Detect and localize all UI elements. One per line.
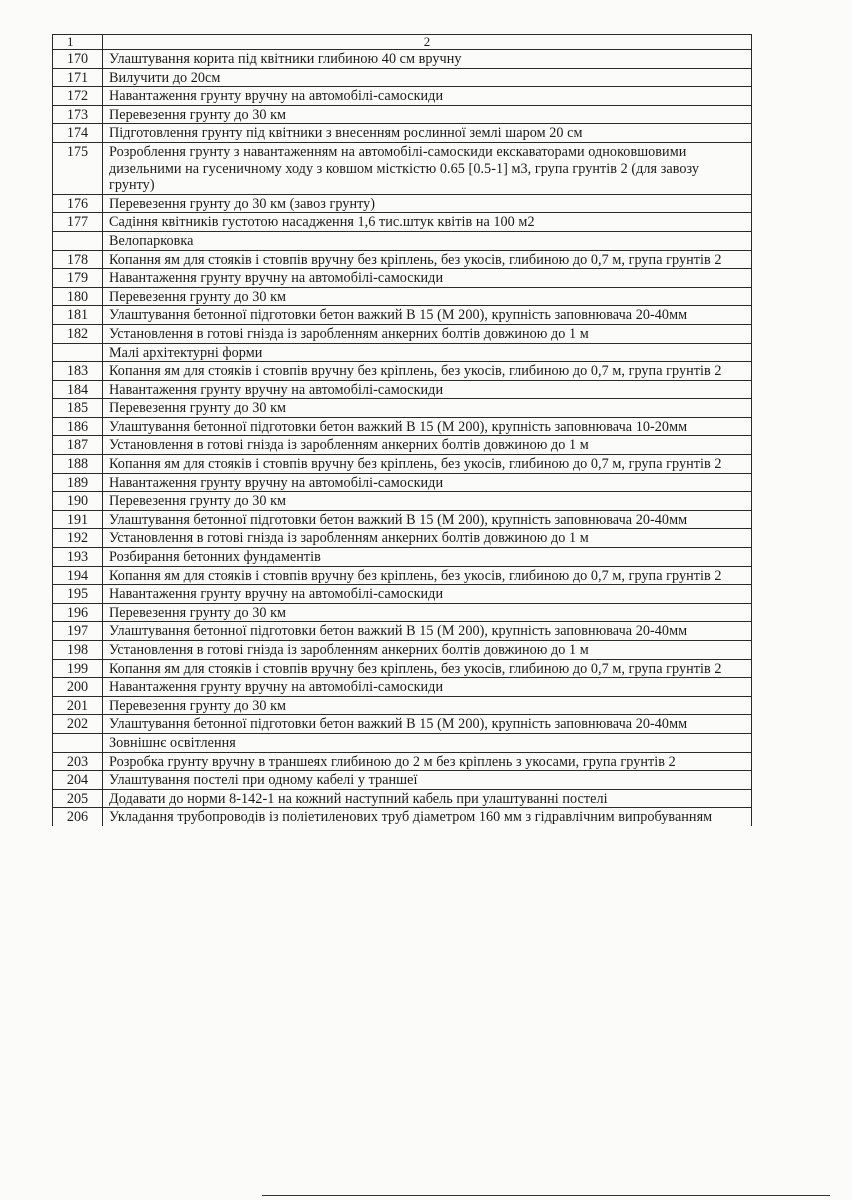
- row-description: Розроблення грунту з навантаженням на автомобілі-самоскиди екскаваторами одноковшовими дизельними на гусеничному ходу з ковшом місткістю 0.65 [0.5-1] м3, група грунтів 2 (для завозу грунту): [103, 142, 752, 194]
- table-row: [53, 362, 752, 381]
- row-description: Перевезення грунту до 30 км: [103, 399, 752, 418]
- row-number: 188: [53, 455, 103, 474]
- row-description: Улаштування бетонної підготовки бетон важкий В 15 (М 200), крупність заповнювача 20-40мм: [103, 715, 752, 734]
- row-number: 202: [53, 715, 103, 734]
- row-description: Копання ям для стояків і стовпів вручну без кріплень, без укосів, глибиною до 0,7 м, група грунтів 2: [103, 566, 752, 585]
- row-description: Садіння квітників густотою насадження 1,6 тис.штук квітів на 100 м2: [103, 213, 752, 232]
- row-number: 187: [53, 436, 103, 455]
- table-row: [53, 603, 752, 622]
- row-number: 175: [53, 142, 103, 194]
- row-number: 176: [53, 194, 103, 213]
- row-description: Копання ям для стояків і стовпів вручну без кріплень, без укосів, глибиною до 0,7 м, група грунтів 2: [103, 362, 752, 381]
- works-table: [52, 34, 752, 826]
- table-row: [53, 124, 752, 143]
- table-row: [53, 399, 752, 418]
- header-col-number: 1: [53, 35, 103, 50]
- table-header-row: [53, 35, 752, 50]
- row-number: [53, 733, 103, 752]
- table-row: [53, 473, 752, 492]
- row-number: 191: [53, 510, 103, 529]
- section-row: [53, 733, 752, 752]
- table-row: [53, 789, 752, 808]
- row-number: 196: [53, 603, 103, 622]
- row-number: 197: [53, 622, 103, 641]
- row-number: 201: [53, 696, 103, 715]
- row-number: 204: [53, 771, 103, 790]
- row-number: 194: [53, 566, 103, 585]
- table-row: [53, 659, 752, 678]
- table-row: [53, 566, 752, 585]
- works-table-body: [53, 50, 752, 826]
- row-description: Перевезення грунту до 30 км: [103, 603, 752, 622]
- table-row: [53, 87, 752, 106]
- table-row: [53, 417, 752, 436]
- row-description: Улаштування бетонної підготовки бетон важкий В 15 (М 200), крупність заповнювача 20-40мм: [103, 306, 752, 325]
- table-row: [53, 455, 752, 474]
- row-description: Перевезення грунту до 30 км: [103, 287, 752, 306]
- table-row: [53, 306, 752, 325]
- row-description: Навантаження грунту вручну на автомобілі-самоскиди: [103, 678, 752, 697]
- table-row: [53, 250, 752, 269]
- row-number: 206: [53, 808, 103, 826]
- table-row: [53, 752, 752, 771]
- row-description: Додавати до норми 8-142-1 на кожний наступний кабель при улаштуванні постелі: [103, 789, 752, 808]
- table-row: [53, 696, 752, 715]
- row-description: Улаштування бетонної підготовки бетон важкий В 15 (М 200), крупність заповнювача 20-40мм: [103, 622, 752, 641]
- table-row: [53, 324, 752, 343]
- row-description: Навантаження грунту вручну на автомобілі-самоскиди: [103, 87, 752, 106]
- row-number: 198: [53, 641, 103, 660]
- row-description: Перевезення грунту до 30 км: [103, 492, 752, 511]
- row-number: 189: [53, 473, 103, 492]
- row-description: Улаштування постелі при одному кабелі у траншеї: [103, 771, 752, 790]
- row-description: Навантаження грунту вручну на автомобілі-самоскиди: [103, 380, 752, 399]
- table-row: [53, 678, 752, 697]
- section-title: Зовнішнє освітлення: [103, 733, 752, 752]
- table-row: [53, 529, 752, 548]
- row-description: Установлення в готові гнізда із заробленням анкерних болтів довжиною до 1 м: [103, 529, 752, 548]
- table-row: [53, 641, 752, 660]
- row-number: 180: [53, 287, 103, 306]
- table-row: [53, 269, 752, 288]
- row-description: Укладання трубопроводів із поліетиленових труб діаметром 160 мм з гідравлічним випробуванням: [103, 808, 752, 826]
- row-number: 183: [53, 362, 103, 381]
- table-row: [53, 380, 752, 399]
- row-number: 179: [53, 269, 103, 288]
- row-number: 172: [53, 87, 103, 106]
- row-number: 181: [53, 306, 103, 325]
- table-row: [53, 105, 752, 124]
- row-number: 193: [53, 548, 103, 567]
- table-row: [53, 548, 752, 567]
- row-number: 178: [53, 250, 103, 269]
- row-number: 171: [53, 68, 103, 87]
- section-title: Малі архітектурні форми: [103, 343, 752, 362]
- row-description: Перевезення грунту до 30 км (завоз грунту): [103, 194, 752, 213]
- row-number: 177: [53, 213, 103, 232]
- table-row: [53, 808, 752, 826]
- table-row: [53, 68, 752, 87]
- row-number: 199: [53, 659, 103, 678]
- table-row: [53, 50, 752, 69]
- row-number: 192: [53, 529, 103, 548]
- table-row: [53, 622, 752, 641]
- row-description: Улаштування корита під квітники глибиною 40 см вручну: [103, 50, 752, 69]
- row-description: Копання ям для стояків і стовпів вручну без кріплень, без укосів, глибиною до 0,7 м, група грунтів 2: [103, 250, 752, 269]
- row-number: 182: [53, 324, 103, 343]
- row-description: Підготовлення грунту під квітники з внесенням рослинної землі шаром 20 см: [103, 124, 752, 143]
- table-row: [53, 510, 752, 529]
- row-description: Розробка грунту вручну в траншеях глибиною до 2 м без кріплень з укосами, група грунтів 2: [103, 752, 752, 771]
- row-description: Установлення в готові гнізда із заробленням анкерних болтів довжиною до 1 м: [103, 436, 752, 455]
- row-description: Вилучити до 20см: [103, 68, 752, 87]
- header-col-description: 2: [103, 35, 752, 50]
- row-number: 186: [53, 417, 103, 436]
- table-row: [53, 213, 752, 232]
- row-description: Установлення в готові гнізда із заробленням анкерних болтів довжиною до 1 м: [103, 641, 752, 660]
- row-description: Навантаження грунту вручну на автомобілі-самоскиди: [103, 585, 752, 604]
- table-row: [53, 715, 752, 734]
- row-description: Перевезення грунту до 30 км: [103, 696, 752, 715]
- row-description: Перевезення грунту до 30 км: [103, 105, 752, 124]
- row-number: 173: [53, 105, 103, 124]
- row-description: Улаштування бетонної підготовки бетон важкий В 15 (М 200), крупність заповнювача 10-20мм: [103, 417, 752, 436]
- row-number: 203: [53, 752, 103, 771]
- row-number: 200: [53, 678, 103, 697]
- bottom-rule: [262, 1195, 830, 1196]
- row-description: Копання ям для стояків і стовпів вручну без кріплень, без укосів, глибиною до 0,7 м, група грунтів 2: [103, 659, 752, 678]
- row-description: Розбирання бетонних фундаментів: [103, 548, 752, 567]
- table-row: [53, 287, 752, 306]
- table-row: [53, 436, 752, 455]
- table-row: [53, 585, 752, 604]
- row-number: 185: [53, 399, 103, 418]
- table-row: [53, 194, 752, 213]
- row-number: 174: [53, 124, 103, 143]
- table-row: [53, 771, 752, 790]
- row-description: Улаштування бетонної підготовки бетон важкий В 15 (М 200), крупність заповнювача 20-40мм: [103, 510, 752, 529]
- row-description: Навантаження грунту вручну на автомобілі-самоскиди: [103, 269, 752, 288]
- table-row: [53, 142, 752, 194]
- section-row: [53, 343, 752, 362]
- row-description: Навантаження грунту вручну на автомобілі-самоскиди: [103, 473, 752, 492]
- section-title: Велопарковка: [103, 231, 752, 250]
- row-number: 190: [53, 492, 103, 511]
- row-number: 195: [53, 585, 103, 604]
- row-description: Установлення в готові гнізда із заробленням анкерних болтів довжиною до 1 м: [103, 324, 752, 343]
- row-number: 170: [53, 50, 103, 69]
- table-row: [53, 492, 752, 511]
- section-row: [53, 231, 752, 250]
- row-number: 184: [53, 380, 103, 399]
- row-description: Копання ям для стояків і стовпів вручну без кріплень, без укосів, глибиною до 0,7 м, група грунтів 2: [103, 455, 752, 474]
- row-number: 205: [53, 789, 103, 808]
- row-number: [53, 231, 103, 250]
- row-number: [53, 343, 103, 362]
